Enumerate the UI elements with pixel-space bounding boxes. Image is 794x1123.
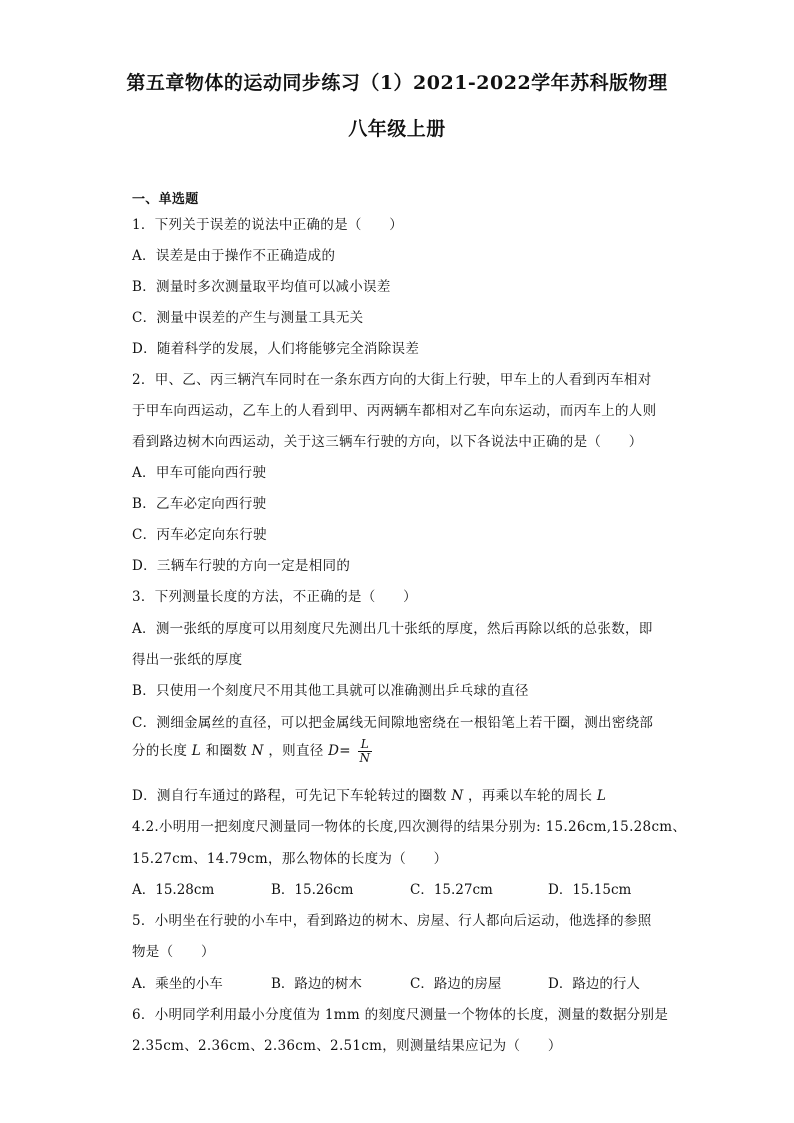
q1-option-b: B．测量时多次测量取平均值可以减小误差 — [132, 279, 391, 295]
q3-c-var-l: L — [191, 743, 202, 759]
q1-stem: 1．下列关于误差的说法中正确的是（ ） — [132, 217, 404, 233]
q5-stem-line-2: 物是（ ） — [132, 944, 215, 960]
q3-option-c-line-1: C．测细金属丝的直径，可以把金属线无间隙地密绕在一根铅笔上若干圈，测出密绕部 — [132, 715, 654, 731]
q3-d-var-n: N — [451, 788, 464, 804]
q3-d-text-1: D．测自行车通过的路程，可先记下车轮转过的圈数 — [132, 788, 447, 804]
q2-stem-line-2: 于甲车向西运动，乙车上的人看到甲、丙两辆车都相对乙车向东运动，而丙车上的人则 — [132, 403, 657, 419]
q3-option-d — [132, 784, 606, 804]
q3-c-text-1: 分的长度 — [132, 743, 188, 759]
q4-option-d: D．15.15cm — [548, 882, 632, 898]
q2-option-d: D．三辆车行驶的方向一定是相同的 — [132, 558, 351, 574]
q2-option-c: C．丙车必定向东行驶 — [132, 527, 267, 543]
q3-option-a-line-2: 得出一张纸的厚度 — [132, 652, 243, 668]
q3-option-b: B．只使用一个刻度尺不用其他工具就可以准确测出乒乓球的直径 — [132, 683, 529, 699]
diameter-fraction — [358, 738, 373, 765]
q3-c-var-n: N — [251, 743, 264, 759]
document-title-line-1: 第五章物体的运动同步练习（1）2021-2022学年苏科版物理 — [126, 72, 668, 94]
q6-stem-line-2: 2.35cm、2.36cm、2.36cm、2.51cm，则测量结果应记为（ ） — [132, 1038, 562, 1054]
q5-option-b: B．路边的树木 — [271, 976, 362, 992]
q3-c-text-2: 和圈数 — [205, 743, 248, 759]
q2-option-a: A．甲车可能向西行驶 — [132, 465, 267, 481]
q1-option-d: D．随着科学的发展，人们将能够完全消除误差 — [132, 341, 420, 357]
q3-stem: 3．下列测量长度的方法，不正确的是（ ） — [132, 589, 417, 605]
q4-stem-line-2: 15.27cm、14.79cm，那么物体的长度为（ ） — [132, 851, 448, 867]
q1-option-c: C．测量中误差的产生与测量工具无关 — [132, 310, 364, 326]
q3-c-equals: = — [339, 743, 351, 759]
q5-stem-line-1: 5．小明坐在行驶的小车中，看到路边的树木、房屋、行人都向后运动，他选择的参照 — [132, 913, 652, 929]
q2-stem-line-1: 2．甲、乙、丙三辆汽车同时在一条东西方向的大街上行驶，甲车上的人看到丙车相对 — [132, 372, 652, 388]
document-title-line-2: 八年级上册 — [348, 118, 446, 140]
q3-d-var-l: L — [596, 788, 607, 804]
q6-stem-line-1: 6．小明同学利用最小分度值为 1mm 的刻度尺测量一个物体的长度，测量的数据分别是 — [132, 1007, 669, 1023]
q4-stem-line-1: 4.2.小明用一把刻度尺测量同一物体的长度,四次测得的结果分别为: 15.26cm,15.28cm、 — [132, 819, 687, 835]
q4-option-a: A．15.28cm — [132, 882, 215, 898]
q5-option-d: D．路边的行人 — [548, 976, 640, 992]
fraction-numerator: L — [358, 738, 373, 752]
q3-option-c-line-2 — [132, 738, 372, 765]
q4-option-c: C．15.27cm — [410, 882, 493, 898]
q3-option-a-line-1: A．测一张纸的厚度可以用刻度尺先测出几十张纸的厚度，然后再除以纸的总张数，即 — [132, 621, 653, 637]
q2-option-b: B．乙车必定向西行驶 — [132, 496, 267, 512]
q3-c-var-d: D — [328, 743, 340, 759]
section-heading: 一、单选题 — [132, 192, 199, 207]
q2-stem-line-3: 看到路边树木向西运动，关于这三辆车行驶的方向，以下各说法中正确的是（ ） — [132, 434, 643, 450]
q3-c-text-3: ，则直径 — [268, 743, 324, 759]
q5-option-a: A．乘坐的小车 — [132, 976, 223, 992]
q5-option-c: C．路边的房屋 — [410, 976, 502, 992]
q4-option-b: B．15.26cm — [271, 882, 354, 898]
fraction-denominator: N — [359, 751, 371, 765]
q1-option-a: A．误差是由于操作不正确造成的 — [132, 248, 336, 264]
q3-d-text-2: ，再乘以车轮的周长 — [468, 788, 593, 804]
